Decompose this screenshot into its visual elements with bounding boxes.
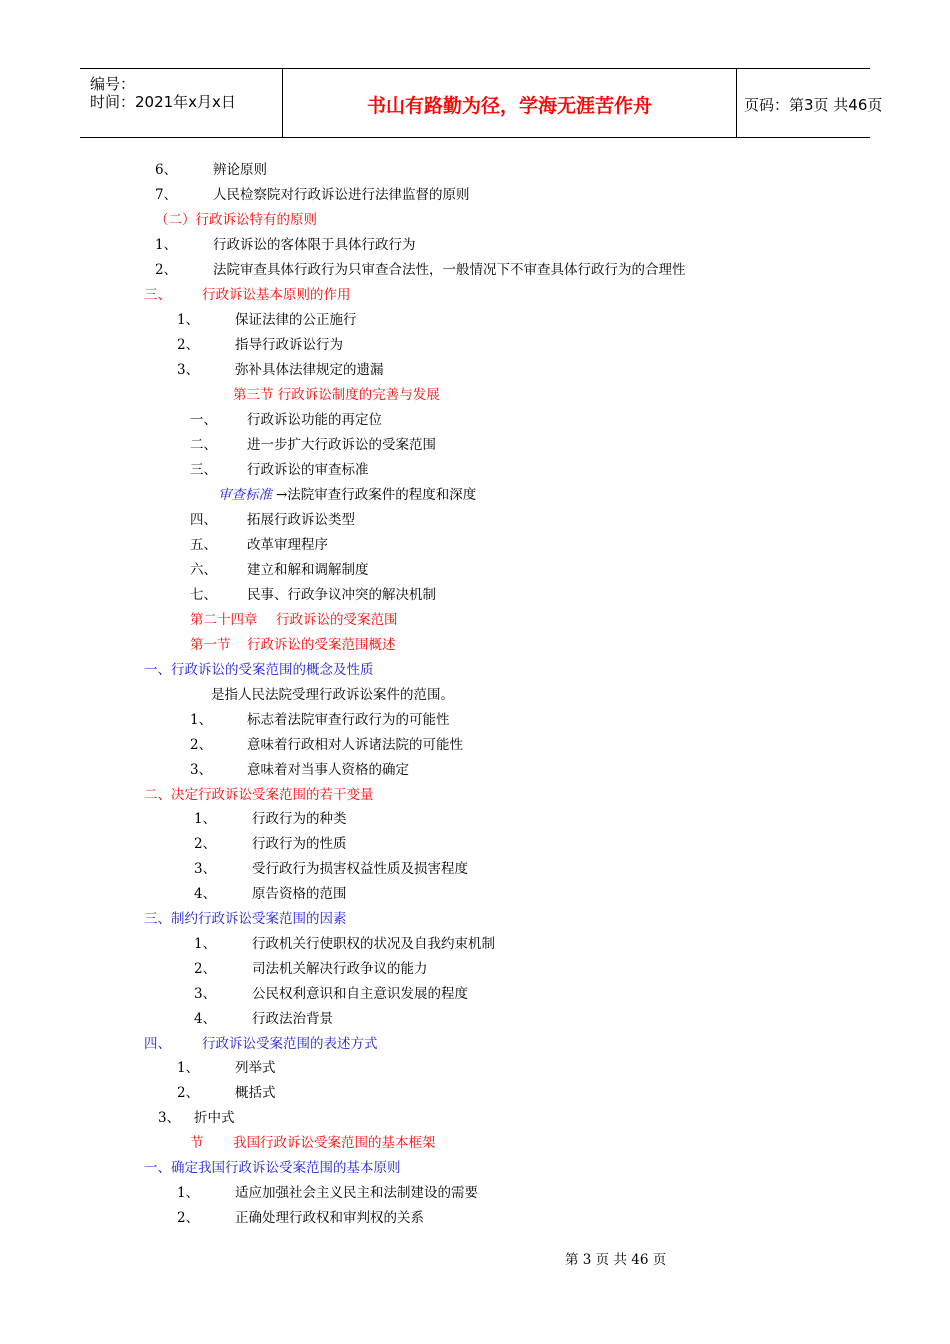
item-text: 辨论原则: [213, 162, 267, 178]
item-text: 受行政行为损害权益性质及损害程度: [252, 861, 468, 877]
item-text: 公民权利意识和自主意识发展的程度: [252, 986, 468, 1002]
item-number: 2、: [177, 337, 200, 353]
item-text: 弥补具体法律规定的遗漏: [235, 362, 384, 378]
item-number: 4、: [194, 886, 217, 902]
item-text: 司法机关解决行政争议的能力: [252, 961, 428, 977]
item-text: 拓展行政诉讼类型: [247, 512, 355, 528]
heading-text: 一、确定我国行政诉讼受案范围的基本原则: [144, 1160, 401, 1176]
item-text: 意味着行政相对人诉诸法院的可能性: [247, 737, 463, 753]
heading-text: 二、决定行政诉讼受案范围的若干变量: [144, 787, 374, 803]
item-number: 3、: [194, 861, 217, 877]
item-number: 五、: [190, 537, 217, 553]
header-motto-cell: [282, 69, 737, 137]
item-text: 建立和解和调解制度: [247, 562, 369, 578]
document-number-label: 编号：: [90, 75, 136, 93]
item-number: 2、: [155, 262, 178, 278]
heading-number: 第二十四章: [190, 612, 258, 628]
item-number: 2、: [190, 737, 213, 753]
item-text: 正确处理行政权和审判权的关系: [235, 1210, 424, 1226]
item-text: 行政诉讼的审查标准: [247, 462, 369, 478]
item-number: 二、: [190, 437, 217, 453]
item-text: 行政法治背景: [252, 1011, 333, 1027]
item-number: 6、: [155, 162, 178, 178]
header-page-label: 页码：第3页 共46页: [744, 96, 883, 114]
item-text: 民事、行政争议冲突的解决机制: [247, 587, 436, 603]
heading-number: 四、: [144, 1036, 171, 1052]
item-text: 改革审理程序: [247, 537, 328, 553]
item-number: 7、: [155, 187, 178, 203]
heading-text: 第三节 行政诉讼制度的完善与发展: [233, 387, 440, 403]
item-number: 六、: [190, 562, 217, 578]
item-number: 2、: [177, 1085, 200, 1101]
header-left-cell: [80, 69, 282, 137]
heading-text: 三、制约行政诉讼受案范围的因素: [144, 911, 347, 927]
item-text: 适应加强社会主义民主和法制建设的需要: [235, 1185, 478, 1201]
header-motto: 书山有路勤为径，学海无涯苦作舟: [366, 95, 652, 117]
item-text: 意味着对当事人资格的确定: [247, 762, 409, 778]
item-text: 原告资格的范围: [252, 886, 347, 902]
item-text: 法院审查具体行政行为只审查合法性，一般情况下不审查具体行政行为的合理性: [213, 262, 686, 278]
item-text: 行政诉讼的客体限于具体行政行为: [213, 237, 416, 253]
heading-number: 第一节: [190, 637, 231, 653]
item-text: 折中式: [194, 1110, 235, 1126]
item-text: 保证法律的公正施行: [235, 312, 357, 328]
item-number: 4、: [194, 1011, 217, 1027]
item-text: 进一步扩大行政诉讼的受案范围: [247, 437, 436, 453]
heading-text: 一、行政诉讼的受案范围的概念及性质: [144, 662, 374, 678]
heading-text: 行政诉讼受案范围的表述方式: [202, 1036, 378, 1052]
item-number: 三、: [190, 462, 217, 478]
heading-text: 行政诉讼的受案范围: [276, 612, 398, 628]
heading-text: （二）行政诉讼特有的原则: [155, 212, 317, 228]
item-text: 概括式: [235, 1085, 276, 1101]
paragraph-text: 是指人民法院受理行政诉讼案件的范围。: [211, 687, 454, 703]
item-number: 2、: [194, 961, 217, 977]
item-text: 列举式: [235, 1060, 276, 1076]
heading-number: 节: [190, 1135, 204, 1151]
item-number: 1、: [194, 936, 217, 952]
item-number: 四、: [190, 512, 217, 528]
heading-text: 我国行政诉讼受案范围的基本框架: [233, 1135, 436, 1151]
header-right-cell: [736, 69, 883, 137]
defined-term: 审查标准: [218, 487, 272, 503]
item-number: 1、: [155, 237, 178, 253]
footer-page-number: 第 3 页 共 46 页: [565, 1252, 667, 1268]
item-number: 2、: [194, 836, 217, 852]
item-number: 一、: [190, 412, 217, 428]
item-number: 七、: [190, 587, 217, 603]
heading-text: 行政诉讼基本原则的作用: [202, 287, 351, 303]
definition-text: →法院审查行政案件的程度和深度: [276, 487, 477, 503]
heading-text: 行政诉讼的受案范围概述: [247, 637, 396, 653]
item-number: 3、: [190, 762, 213, 778]
item-text: 行政行为的性质: [252, 836, 347, 852]
item-number: 1、: [177, 1185, 200, 1201]
item-number: 1、: [190, 712, 213, 728]
page-header: [80, 68, 883, 138]
item-number: 3、: [194, 986, 217, 1002]
item-text: 人民检察院对行政诉讼进行法律监督的原则: [213, 187, 470, 203]
item-number: 1、: [194, 811, 217, 827]
item-text: 行政机关行使职权的状况及自我约束机制: [252, 936, 495, 952]
item-number: 1、: [177, 312, 200, 328]
item-number: 1、: [177, 1060, 200, 1076]
item-text: 行政行为的种类: [252, 811, 347, 827]
item-text: 指导行政诉讼行为: [235, 337, 343, 353]
item-text: 行政诉讼功能的再定位: [247, 412, 382, 428]
item-number: 2、: [177, 1210, 200, 1226]
item-number: 3、: [158, 1110, 181, 1126]
item-text: 标志着法院审查行政行为的可能性: [247, 712, 450, 728]
item-number: 3、: [177, 362, 200, 378]
document-date-label: 时间：2021年x月x日: [90, 93, 236, 111]
heading-number: 三、: [144, 287, 171, 303]
